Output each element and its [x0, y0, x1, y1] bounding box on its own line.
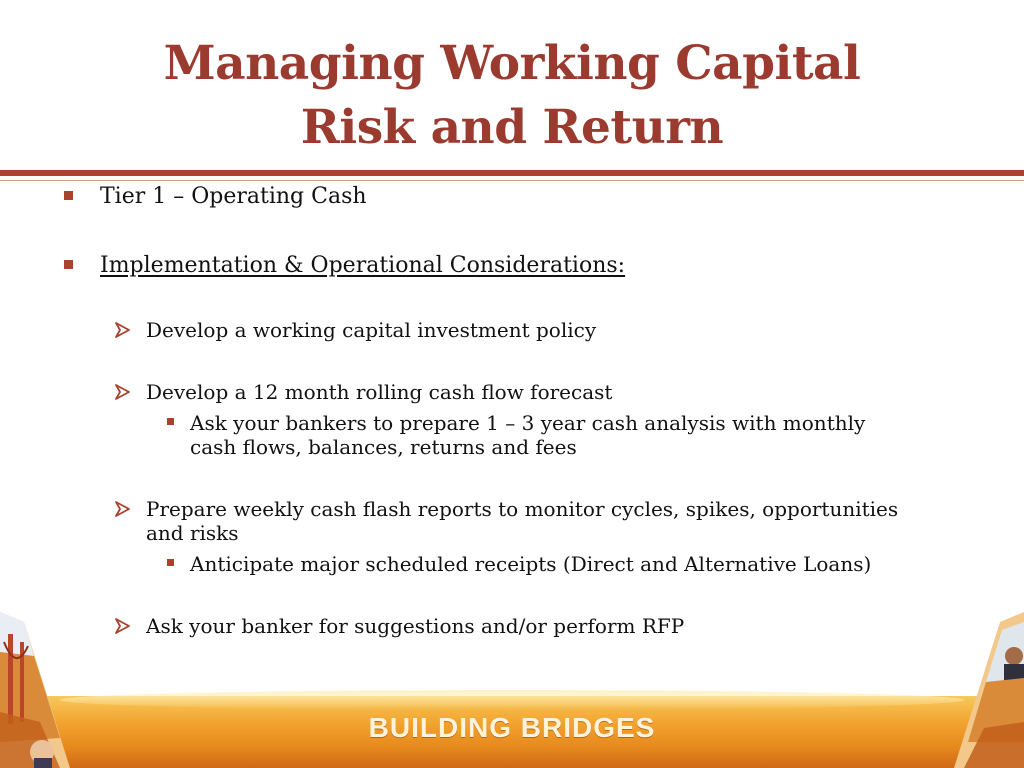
bridge-photo-left-icon [0, 612, 90, 768]
bullet-weekly-line-2: and risks [146, 521, 239, 545]
bullet-rfp: Ask your banker for suggestions and/or perform RFP [146, 614, 685, 638]
square-bullet-icon [64, 191, 73, 200]
title-line-1: Managing Working Capital [163, 36, 861, 91]
title-line-2: Risk and Return [300, 100, 724, 155]
arrow-bullet-icon [114, 383, 132, 401]
bullet-anticipate: Anticipate major scheduled receipts (Direct and Alternative Loans) [190, 552, 872, 576]
arrow-bullet-icon [114, 321, 132, 339]
footer-label: BUILDING BRIDGES [368, 712, 656, 743]
bullet-tier: Tier 1 – Operating Cash [100, 184, 367, 209]
bullet-bankers-line-2: cash flows, balances, returns and fees [190, 435, 577, 459]
bullet-bankers-line-1: Ask your bankers to prepare 1 – 3 year cash analysis with monthly [190, 411, 866, 435]
arrow-bullet-icon [114, 500, 132, 518]
people-photo-right-icon [934, 612, 1024, 768]
bullet-policy: Develop a working capital investment policy [146, 318, 597, 342]
footer-glow [60, 690, 964, 710]
square-bullet-icon [167, 559, 174, 566]
bullet-forecast: Develop a 12 month rolling cash flow forecast [146, 380, 613, 404]
footer-band [0, 612, 1024, 768]
square-bullet-icon [64, 260, 73, 269]
square-bullet-icon [167, 418, 174, 425]
bullet-weekly-line-1: Prepare weekly cash flash reports to monitor cycles, spikes, opportunities [146, 497, 899, 521]
bullet-considerations-heading: Implementation & Operational Considerations: [100, 253, 626, 278]
